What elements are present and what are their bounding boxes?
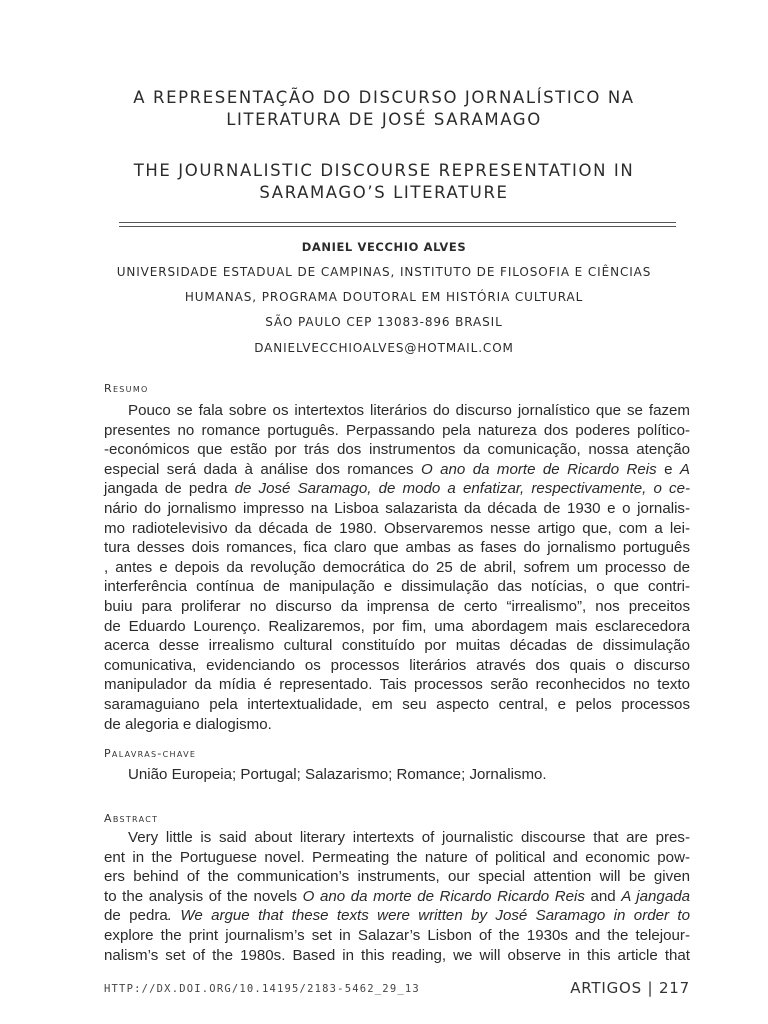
text-run: de pedra xyxy=(104,907,168,925)
text-run: e xyxy=(656,460,680,478)
resumo-line: mo radiotelevisivo da década de 1980. Observaremos nesse artigo que, com a lei- xyxy=(104,519,690,537)
title-portuguese xyxy=(0,87,768,131)
resumo-line: saramaguiano pela intertextualidade, em seu aspecto central, e pelos processos xyxy=(104,695,690,713)
resumo-line: nário do jornalismo impresso na Lisboa salazarista da década de 1930 e o jornalis- xyxy=(104,499,690,517)
resumo-line: presentes no romance português. Perpassando pela natureza dos poderes político- xyxy=(104,421,690,439)
text-run: especial será dada à análise dos romances xyxy=(104,460,421,478)
affiliation-line-2: HUMANAS, PROGRAMA DOUTORAL EM HISTÓRIA CULTURAL xyxy=(184,290,584,304)
title-en-line-1: THE JOURNALISTIC DISCOURSE REPRESENTATION IN xyxy=(133,161,635,180)
text-run: jangada de pedra xyxy=(104,480,228,498)
keywords-heading: Palavras-chave xyxy=(104,747,197,760)
affiliation-line-3: SÃO PAULO CEP 13083-896 BRASIL xyxy=(265,315,503,329)
abstract-line: ers behind of the communication’s instruments, our special attention will be given xyxy=(104,868,690,886)
doi-link[interactable]: HTTP://DX.DOI.ORG/10.14195/2183-5462_29_13 xyxy=(104,983,420,995)
resumo-line: manipulador da mídia é representado. Tais processos serão reconhecidos no texto xyxy=(104,676,690,694)
title-english xyxy=(0,160,768,204)
resumo-paragraph xyxy=(104,401,690,734)
abstract-heading: Abstract xyxy=(104,812,159,825)
abstract-line: explore the print journalism’s set in Salazar’s Lisbon of the 1930s and the telejour- xyxy=(104,926,690,944)
novel-title: O ano da morte de Ricardo Reis xyxy=(420,460,657,478)
resumo-line: -económicos que estão por trás dos instrumentos da comunicação, nossa atenção xyxy=(104,441,690,459)
abstract-paragraph xyxy=(104,828,690,965)
novel-title: O ano da morte de Ricardo Ricardo Reis xyxy=(302,887,585,905)
resumo-line: , antes e depois da revolução democrática do 25 de abril, sofrem um processo de xyxy=(104,558,690,576)
text-run: and xyxy=(584,887,622,905)
title-pt-line-2: LITERATURA DE JOSÉ SARAMAGO xyxy=(226,110,542,129)
novel-title: de José Saramago, de modo a enfatizar, respectivamente, o ce- xyxy=(227,480,691,498)
resumo-line xyxy=(104,479,690,499)
resumo-line: de alegoria e dialogismo. xyxy=(104,715,272,733)
keywords-text: União Europeia; Portugal; Salazarismo; Romance; Jornalismo. xyxy=(128,766,547,783)
novel-title: A jangada xyxy=(621,887,691,905)
author-email: DANIELVECCHIOALVES@HOTMAIL.COM xyxy=(254,341,514,355)
title-pt-line-1: A REPRESENTAÇÃO DO DISCURSO JORNALÍSTICO NA xyxy=(133,88,635,107)
abstract-line xyxy=(104,906,690,926)
resumo-line: Pouco se fala sobre os intertextos literários do discurso jornalístico que se fazem xyxy=(128,402,690,419)
title-divider-bottom xyxy=(119,226,676,227)
novel-title: . We argue that these texts were written by José Saramago in order to xyxy=(167,907,690,925)
title-divider-top xyxy=(119,222,676,223)
resumo-line: interferência contínua de manipulação e dissimulação das notícias, o que contri- xyxy=(104,578,690,596)
resumo-line: buiu para proliferar no discurso da imprensa de certo “irrealismo”, nos preceitos xyxy=(104,597,690,615)
title-en-line-2: SARAMAGO’S LITERATURE xyxy=(259,183,509,202)
resumo-heading: Resumo xyxy=(104,382,149,395)
resumo-line: de Eduardo Lourenço. Realizaremos, por fim, uma abordagem mais esclarecedora xyxy=(104,617,690,635)
resumo-line xyxy=(104,460,690,480)
section-page-number: ARTIGOS | 217 xyxy=(570,979,690,997)
text-run: to the analysis of the novels xyxy=(104,887,303,905)
affiliation-line-1: UNIVERSIDADE ESTADUAL DE CAMPINAS, INSTITUTO DE FILOSOFIA E CIÊNCIAS xyxy=(116,265,652,279)
author-name: DANIEL VECCHIO ALVES xyxy=(301,240,467,254)
abstract-line: ent in the Portuguese novel. Permeating the nature of political and economic pow- xyxy=(104,848,690,866)
novel-title: A xyxy=(679,460,690,478)
abstract-line xyxy=(104,887,690,907)
resumo-line: acerca desse irrealismo cultural constituído por muitas décadas de dissimulação xyxy=(104,637,690,655)
abstract-line: Very little is said about literary intertexts of journalistic discourse that are pres- xyxy=(128,829,690,846)
resumo-line: comunicativa, evidenciando os processos literários através dos quais o discurso xyxy=(104,656,690,674)
resumo-line: tura desses dois romances, fica claro que ambas as fases do jornalismo português xyxy=(104,539,690,557)
abstract-line: nalism’s set of the 1980s. Based in this reading, we will observe in this article that xyxy=(104,946,690,964)
